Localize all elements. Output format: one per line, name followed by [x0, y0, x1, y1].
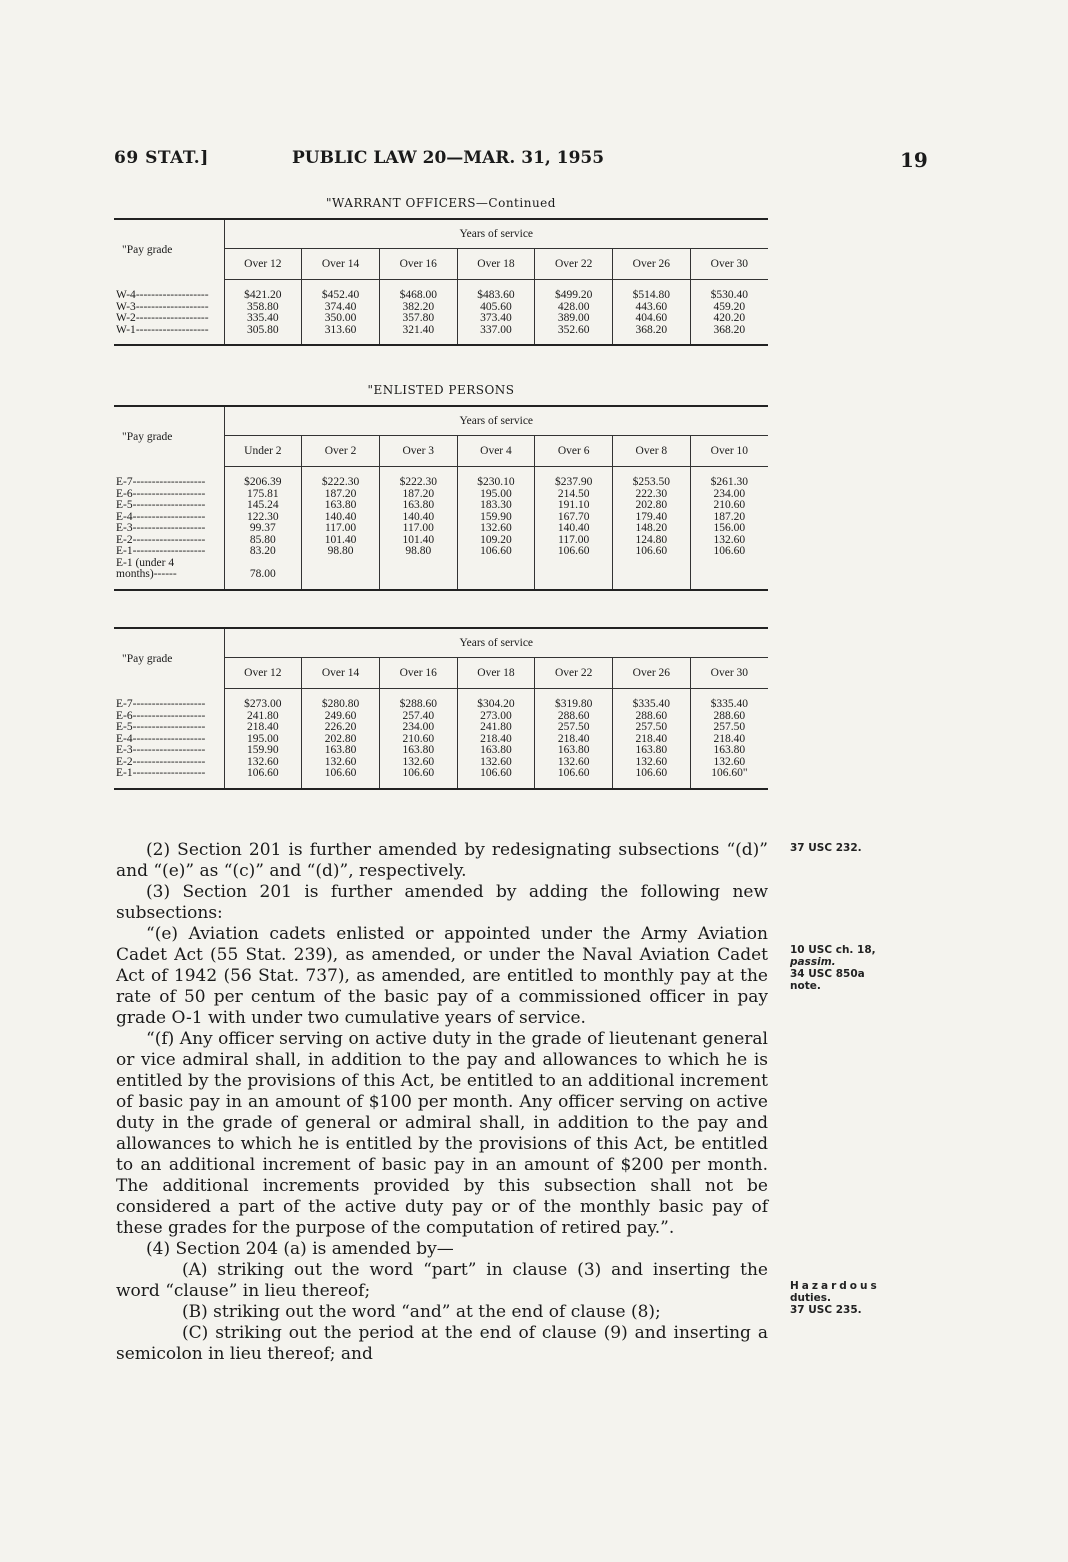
pay-grade-label: E-5: [116, 500, 133, 511]
pay-grade-cell: W-2-------------------: [114, 313, 224, 325]
pay-value-cell: 140.40: [302, 512, 380, 524]
pay-value-cell: 83.20: [224, 546, 302, 558]
pay-value-cell: [690, 558, 768, 590]
pay-value-cell: 106.60: [457, 546, 535, 558]
pay-value-cell: 163.80: [690, 745, 768, 757]
pay-value-cell: 159.90: [224, 745, 302, 757]
table-row: [114, 757, 768, 769]
pay-value-cell: 210.60: [379, 734, 457, 746]
pay-grade-label: E-2: [116, 534, 133, 546]
table-row: [114, 734, 768, 746]
pay-grade-label: W-4: [116, 288, 136, 301]
paragraph-2: (2) Section 201 is further amended by redesignating subsections “(d)” and “(e)” as “(c)” and “(d)”, respectively.: [116, 840, 768, 881]
column-header: Over 22: [535, 658, 613, 689]
pay-value-cell: 305.80: [224, 325, 302, 346]
column-header: Over 16: [379, 658, 457, 689]
pay-grade-label: E-7: [116, 475, 133, 488]
years-of-service-header: Years of service: [224, 406, 768, 436]
pay-value-cell: $280.80: [302, 689, 380, 711]
pay-grade-cell: [114, 558, 224, 590]
column-header: Over 18: [457, 658, 535, 689]
column-header: Over 2: [302, 436, 380, 467]
pay-value-cell: 175.81: [224, 489, 302, 501]
pay-grade-cell: E-2-------------------: [114, 757, 224, 769]
column-header: Over 26: [613, 249, 691, 280]
pay-value-cell: 202.80: [302, 734, 380, 746]
pay-grade-cell: E-1-------------------: [114, 546, 224, 558]
table-row: [114, 722, 768, 734]
pay-value-cell: $452.40: [302, 280, 380, 302]
pay-value-cell: 241.80: [457, 722, 535, 734]
pay-value-cell: 106.60: [535, 768, 613, 789]
table-row: [114, 535, 768, 547]
margin-note-line: duties.: [790, 1292, 831, 1304]
pay-value-cell: 191.10: [535, 500, 613, 512]
column-header: Over 14: [302, 658, 380, 689]
pay-value-cell: 368.20: [690, 325, 768, 346]
pay-value-cell: 167.70: [535, 512, 613, 524]
clause-b: (B) striking out the word “and” at the end of clause (8);: [182, 1302, 661, 1322]
pay-grade-label-continued: months): [116, 568, 154, 580]
pay-value-cell: 187.20: [379, 489, 457, 501]
table-row: [114, 489, 768, 501]
pay-value-cell: 106.60: [302, 768, 380, 789]
column-header: Over 22: [535, 249, 613, 280]
pay-value-cell: 98.80: [379, 546, 457, 558]
subsection-f: “(f) Any officer serving on active duty in the grade of lieutenant general or vice admiral shall, in addition to the pay and allowances to which he is entitled by the provisions of this Act, be entitled to an additional increment of basic pay in an amount of $100 per month. Any officer serving on active duty in the grade of general or admiral shall, in addition to the pay and allowances to which he is entitled by the provisions of this Act, be entitled to an additional increment of basic pay in an amount of $200 per month. The additional increments provided by this subsection shall not be considered a part of the active duty pay or of the monthly basic pay of these grades for the purpose of the computation of retired pay.”.: [116, 1029, 768, 1238]
pay-value-cell: $530.40: [690, 280, 768, 302]
pay-value-cell: [379, 558, 457, 590]
margin-note-10-usc: [790, 944, 876, 992]
pay-value-cell: 195.00: [224, 734, 302, 746]
pay-grade-label: E-1 (under 4: [116, 557, 175, 569]
enlisted-pay-table-continued: [114, 627, 768, 790]
pay-value-cell: 132.60: [457, 523, 535, 535]
column-header: Over 12: [224, 658, 302, 689]
pay-grade-label: E-3: [116, 523, 133, 534]
page-number: 19: [900, 148, 928, 172]
pay-value-cell: 132.60: [302, 757, 380, 769]
pay-value-cell: 420.20: [690, 313, 768, 325]
pay-value-cell: 257.50: [535, 722, 613, 734]
pay-value-cell: 374.40: [302, 302, 380, 314]
pay-grade-cell: E-1-------------------: [114, 768, 224, 789]
pay-value-cell: 85.80: [224, 535, 302, 547]
pay-value-cell: 106.60: [457, 768, 535, 789]
enlisted-table-title: "ENLISTED PERSONS: [367, 383, 515, 397]
pay-value-cell: 106.60: [224, 768, 302, 789]
pay-value-cell: $273.00: [224, 689, 302, 711]
pay-value-cell: 140.40: [379, 512, 457, 524]
pay-value-cell: 288.60: [613, 711, 691, 723]
pay-grade-cell: E-3-------------------: [114, 745, 224, 757]
years-of-service-header: Years of service: [224, 219, 768, 249]
pay-grade-label: E-5: [116, 722, 133, 733]
table-row: [114, 523, 768, 535]
pay-value-cell: 159.90: [457, 512, 535, 524]
pay-value-cell: 163.80: [535, 745, 613, 757]
pay-value-cell: 226.20: [302, 722, 380, 734]
table-row: [114, 558, 768, 590]
pay-value-cell: $230.10: [457, 467, 535, 489]
subsection-e: “(e) Aviation cadets enlisted or appointed under the Army Aviation Cadet Act (55 Stat. 239), as amended, or under the Naval Aviation Cadet Act of 1942 (56 Stat. 737), as amended, are entitled to monthly pay at the rate of 50 per centum of the basic pay of a commissioned officer in pay grade O-1 with under two cumulative years of service.: [116, 924, 768, 1028]
pay-grade-label: E-6: [116, 488, 133, 500]
pay-grade-cell: E-4-------------------: [114, 512, 224, 524]
column-header: Over 10: [690, 436, 768, 467]
pay-value-cell: 214.50: [535, 489, 613, 501]
paragraph-4: (4) Section 204 (a) is amended by—: [146, 1239, 454, 1259]
pay-grade-cell: E-6-------------------: [114, 489, 224, 501]
pay-value-cell: $483.60: [457, 280, 535, 302]
pay-value-cell: 389.00: [535, 313, 613, 325]
margin-note-line: passim.: [790, 956, 836, 968]
column-header: Under 2: [224, 436, 302, 467]
body-text: [116, 840, 768, 1365]
pay-value-cell: $319.80: [535, 689, 613, 711]
pay-value-cell: 106.60: [379, 768, 457, 789]
pay-value-cell: 313.60: [302, 325, 380, 346]
pay-value-cell: 218.40: [457, 734, 535, 746]
pay-value-cell: $304.20: [457, 689, 535, 711]
pay-value-cell: 109.20: [457, 535, 535, 547]
pay-value-cell: 405.60: [457, 302, 535, 314]
margin-note-text: 37 USC 232.: [790, 842, 862, 854]
pay-value-cell: 249.60: [302, 711, 380, 723]
margin-note-line: note.: [790, 980, 821, 992]
pay-value-cell: 443.60: [613, 302, 691, 314]
pay-value-cell: 222.30: [613, 489, 691, 501]
pay-value-cell: 106.60": [690, 768, 768, 789]
pay-value-cell: 350.00: [302, 313, 380, 325]
margin-note-line: 34 USC 850a: [790, 968, 865, 980]
warrant-table-title: "WARRANT OFFICERS—Continued: [326, 196, 556, 210]
pay-grade-cell: E-5-------------------: [114, 500, 224, 512]
pay-grade-cell: W-1-------------------: [114, 325, 224, 346]
pay-value-cell: 335.40: [224, 313, 302, 325]
pay-value-cell: 352.60: [535, 325, 613, 346]
pay-value-cell: 273.00: [457, 711, 535, 723]
pay-value-cell: 257.40: [379, 711, 457, 723]
pay-value-cell: 428.00: [535, 302, 613, 314]
pay-value-cell: $335.40: [613, 689, 691, 711]
pay-value-cell: 459.20: [690, 302, 768, 314]
pay-value-cell: 163.80: [379, 745, 457, 757]
warrant-pay-table: [114, 218, 768, 346]
margin-note-line: 37 USC 235.: [790, 1304, 862, 1316]
column-header: Over 12: [224, 249, 302, 280]
pay-value-cell: 117.00: [379, 523, 457, 535]
pay-value-cell: 132.60: [379, 757, 457, 769]
pay-value-cell: 257.50: [690, 722, 768, 734]
margin-note-line: 10 USC ch. 18,: [790, 944, 876, 956]
column-header: Over 4: [457, 436, 535, 467]
pay-value-cell: $421.20: [224, 280, 302, 302]
pay-grade-cell: E-3-------------------: [114, 523, 224, 535]
table-row: [114, 546, 768, 558]
pay-value-cell: 234.00: [690, 489, 768, 501]
pay-value-cell: 163.80: [613, 745, 691, 757]
column-header: Over 30: [690, 249, 768, 280]
pay-value-cell: 106.60: [535, 546, 613, 558]
pay-value-cell: $499.20: [535, 280, 613, 302]
table-row: [114, 313, 768, 325]
pay-grade-header: "Pay grade: [114, 628, 224, 689]
pay-value-cell: 98.80: [302, 546, 380, 558]
pay-value-cell: 148.20: [613, 523, 691, 535]
pay-value-cell: 117.00: [302, 523, 380, 535]
pay-value-cell: 241.80: [224, 711, 302, 723]
pay-value-cell: 234.00: [379, 722, 457, 734]
pay-value-cell: 218.40: [613, 734, 691, 746]
pay-value-cell: $261.30: [690, 467, 768, 489]
pay-value-cell: 404.60: [613, 313, 691, 325]
pay-value-cell: 358.80: [224, 302, 302, 314]
column-header: Over 26: [613, 658, 691, 689]
pay-grade-label: E-1: [116, 546, 133, 557]
page-title: PUBLIC LAW 20—MAR. 31, 1955: [292, 148, 605, 168]
pay-grade-cell: E-7-------------------: [114, 467, 224, 489]
pay-value-cell: 106.60: [613, 768, 691, 789]
pay-value-cell: $253.50: [613, 467, 691, 489]
pay-grade-label: E-3: [116, 745, 133, 756]
pay-value-cell: 78.00: [224, 558, 302, 590]
pay-value-cell: 101.40: [302, 535, 380, 547]
pay-value-cell: 382.20: [379, 302, 457, 314]
table-row: [114, 512, 768, 524]
pay-value-cell: 218.40: [535, 734, 613, 746]
table-row: [114, 689, 768, 711]
pay-value-cell: $288.60: [379, 689, 457, 711]
pay-grade-cell: E-5-------------------: [114, 722, 224, 734]
pay-value-cell: 132.60: [613, 757, 691, 769]
pay-value-cell: 132.60: [690, 535, 768, 547]
pay-value-cell: 195.00: [457, 489, 535, 501]
pay-value-cell: 368.20: [613, 325, 691, 346]
pay-value-cell: [457, 558, 535, 590]
pay-value-cell: 218.40: [224, 722, 302, 734]
pay-grade-header: "Pay grade: [114, 219, 224, 280]
pay-grade-label: W-3: [116, 301, 136, 313]
margin-note-37-usc-232: [790, 842, 862, 854]
pay-value-cell: 373.40: [457, 313, 535, 325]
pay-value-cell: 321.40: [379, 325, 457, 346]
pay-value-cell: $514.80: [613, 280, 691, 302]
pay-grade-label: E-1: [116, 768, 133, 779]
pay-value-cell: 257.50: [613, 722, 691, 734]
pay-value-cell: 187.20: [302, 489, 380, 501]
volume-citation: 69 STAT.]: [114, 148, 209, 168]
pay-value-cell: 106.60: [613, 546, 691, 558]
pay-value-cell: 132.60: [457, 757, 535, 769]
pay-value-cell: [613, 558, 691, 590]
table-row: [114, 302, 768, 314]
pay-grade-label: E-7: [116, 697, 133, 710]
pay-value-cell: 163.80: [457, 745, 535, 757]
pay-value-cell: 337.00: [457, 325, 535, 346]
pay-value-cell: 122.30: [224, 512, 302, 524]
pay-value-cell: 288.60: [690, 711, 768, 723]
pay-grade-label: E-4: [116, 733, 133, 745]
pay-value-cell: 145.24: [224, 500, 302, 512]
pay-grade-cell: E-2-------------------: [114, 535, 224, 547]
pay-value-cell: 132.60: [224, 757, 302, 769]
pay-value-cell: 106.60: [690, 546, 768, 558]
pay-value-cell: $237.90: [535, 467, 613, 489]
margin-note-hazardous-duties: [790, 1280, 880, 1316]
pay-grade-cell: E-7-------------------: [114, 689, 224, 711]
column-header: Over 16: [379, 249, 457, 280]
pay-value-cell: $468.00: [379, 280, 457, 302]
pay-value-cell: [535, 558, 613, 590]
years-of-service-header: Years of service: [224, 628, 768, 658]
pay-value-cell: 163.80: [379, 500, 457, 512]
column-header: Over 18: [457, 249, 535, 280]
pay-grade-cell: W-3-------------------: [114, 302, 224, 314]
pay-value-cell: 288.60: [535, 711, 613, 723]
pay-value-cell: $222.30: [302, 467, 380, 489]
pay-value-cell: $335.40: [690, 689, 768, 711]
pay-value-cell: 99.37: [224, 523, 302, 535]
pay-grade-cell: E-6-------------------: [114, 711, 224, 723]
table-row: [114, 711, 768, 723]
column-header: Over 30: [690, 658, 768, 689]
pay-grade-header: "Pay grade: [114, 406, 224, 467]
pay-grade-label: E-4: [116, 511, 133, 523]
pay-value-cell: 210.60: [690, 500, 768, 512]
pay-value-cell: 163.80: [302, 500, 380, 512]
column-header: Over 6: [535, 436, 613, 467]
pay-value-cell: $206.39: [224, 467, 302, 489]
pay-grade-label: W-2: [116, 313, 136, 324]
table-row: [114, 280, 768, 302]
margin-note-line: Hazardous: [790, 1280, 880, 1292]
pay-value-cell: 187.20: [690, 512, 768, 524]
pay-value-cell: 179.40: [613, 512, 691, 524]
table-row: [114, 500, 768, 512]
clause-a: (A) striking out the word “part” in clause (3) and inserting the word “clause” in lieu thereof;: [116, 1260, 768, 1301]
pay-grade-label: months)------: [116, 568, 177, 580]
column-header: Over 14: [302, 249, 380, 280]
pay-value-cell: 132.60: [535, 757, 613, 769]
column-header: Over 3: [379, 436, 457, 467]
pay-value-cell: 117.00: [535, 535, 613, 547]
table-row: [114, 467, 768, 489]
pay-grade-cell: E-4-------------------: [114, 734, 224, 746]
pay-value-cell: 163.80: [302, 745, 380, 757]
table-row: [114, 325, 768, 346]
pay-grade-label: W-1: [116, 324, 136, 336]
pay-value-cell: 156.00: [690, 523, 768, 535]
paragraph-3: (3) Section 201 is further amended by adding the following new subsections:: [116, 882, 768, 923]
pay-value-cell: 140.40: [535, 523, 613, 535]
enlisted-pay-table: [114, 405, 768, 591]
pay-grade-cell: W-4-------------------: [114, 280, 224, 302]
column-header: Over 8: [613, 436, 691, 467]
pay-value-cell: 218.40: [690, 734, 768, 746]
pay-value-cell: 101.40: [379, 535, 457, 547]
pay-value-cell: $222.30: [379, 467, 457, 489]
table-row: [114, 745, 768, 757]
pay-value-cell: 132.60: [690, 757, 768, 769]
pay-value-cell: 183.30: [457, 500, 535, 512]
pay-value-cell: 202.80: [613, 500, 691, 512]
pay-grade-label: E-2: [116, 756, 133, 768]
pay-value-cell: 357.80: [379, 313, 457, 325]
pay-value-cell: [302, 558, 380, 590]
table-row: [114, 768, 768, 789]
pay-value-cell: 124.80: [613, 535, 691, 547]
pay-grade-label: E-6: [116, 710, 133, 722]
clause-c: (C) striking out the period at the end of clause (9) and inserting a semicolon in lieu thereof; and: [116, 1323, 768, 1364]
